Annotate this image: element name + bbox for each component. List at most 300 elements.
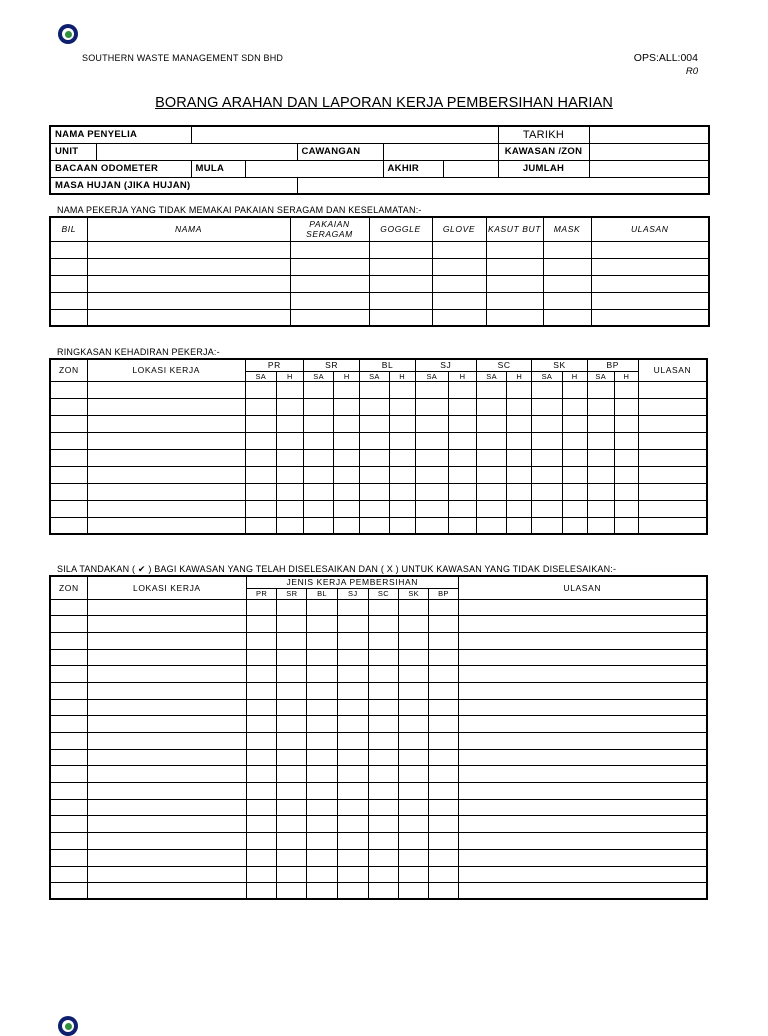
table-cell[interactable] [614,415,638,432]
table-cell[interactable] [276,415,303,432]
table-cell[interactable] [389,483,415,500]
table-cell[interactable] [562,449,587,466]
table-cell[interactable] [399,632,429,649]
table-cell[interactable] [458,716,707,733]
table-cell[interactable] [50,733,87,750]
table-cell[interactable] [50,599,87,616]
table-cell[interactable] [50,699,87,716]
table-cell[interactable] [389,466,415,483]
table-cell[interactable] [429,699,458,716]
table-cell[interactable] [307,799,337,816]
table-cell[interactable] [369,241,432,258]
table-cell[interactable] [87,649,246,666]
table-cell[interactable] [360,398,389,415]
table-cell[interactable] [477,398,507,415]
table-cell[interactable] [334,517,360,534]
table-cell[interactable] [50,783,87,800]
table-cell[interactable] [87,766,246,783]
table-cell[interactable] [477,500,507,517]
table-cell[interactable] [399,682,429,699]
table-cell[interactable] [246,632,276,649]
table-cell[interactable] [87,466,245,483]
table-cell[interactable] [87,258,290,275]
table-cell[interactable] [360,432,389,449]
table-cell[interactable] [543,309,591,326]
table-cell[interactable] [448,449,476,466]
table-cell[interactable] [246,682,276,699]
field-mula[interactable] [245,160,383,177]
table-cell[interactable] [245,415,276,432]
table-cell[interactable] [638,483,707,500]
table-cell[interactable] [307,666,337,683]
table-cell[interactable] [562,483,587,500]
table-cell[interactable] [50,883,87,900]
table-cell[interactable] [638,500,707,517]
table-cell[interactable] [307,866,337,883]
table-cell[interactable] [307,849,337,866]
table-cell[interactable] [290,309,369,326]
table-cell[interactable] [532,449,562,466]
table-cell[interactable] [389,432,415,449]
table-cell[interactable] [337,666,368,683]
table-cell[interactable] [458,699,707,716]
table-cell[interactable] [87,716,246,733]
table-cell[interactable] [587,415,614,432]
table-cell[interactable] [245,483,276,500]
table-cell[interactable] [368,749,398,766]
table-cell[interactable] [87,292,290,309]
table-cell[interactable] [587,432,614,449]
table-cell[interactable] [290,241,369,258]
table-cell[interactable] [399,816,429,833]
table-cell[interactable] [532,432,562,449]
table-cell[interactable] [458,799,707,816]
table-cell[interactable] [591,275,709,292]
table-cell[interactable] [429,599,458,616]
table-cell[interactable] [246,616,276,633]
table-cell[interactable] [50,517,87,534]
table-cell[interactable] [277,883,307,900]
table-cell[interactable] [389,398,415,415]
table-cell[interactable] [87,500,245,517]
table-cell[interactable] [87,682,246,699]
table-cell[interactable] [277,599,307,616]
table-cell[interactable] [307,816,337,833]
table-cell[interactable] [368,733,398,750]
table-cell[interactable] [307,699,337,716]
table-cell[interactable] [429,649,458,666]
table-cell[interactable] [334,449,360,466]
table-cell[interactable] [277,666,307,683]
table-cell[interactable] [429,666,458,683]
table-cell[interactable] [429,749,458,766]
table-cell[interactable] [458,666,707,683]
table-cell[interactable] [276,483,303,500]
table-cell[interactable] [399,699,429,716]
table-cell[interactable] [87,799,246,816]
table-cell[interactable] [277,733,307,750]
table-cell[interactable] [448,466,476,483]
table-cell[interactable] [369,258,432,275]
table-cell[interactable] [360,483,389,500]
table-cell[interactable] [368,632,398,649]
table-cell[interactable] [50,432,87,449]
table-cell[interactable] [337,632,368,649]
table-cell[interactable] [638,466,707,483]
table-cell[interactable] [532,500,562,517]
table-cell[interactable] [638,415,707,432]
table-cell[interactable] [458,599,707,616]
table-cell[interactable] [477,483,507,500]
table-cell[interactable] [399,766,429,783]
table-cell[interactable] [87,616,246,633]
table-cell[interactable] [290,292,369,309]
table-cell[interactable] [337,866,368,883]
table-cell[interactable] [614,398,638,415]
table-cell[interactable] [277,649,307,666]
table-cell[interactable] [246,733,276,750]
table-cell[interactable] [87,632,246,649]
table-cell[interactable] [477,517,507,534]
table-cell[interactable] [304,483,334,500]
table-cell[interactable] [587,483,614,500]
table-cell[interactable] [614,449,638,466]
table-cell[interactable] [246,716,276,733]
table-cell[interactable] [486,309,543,326]
table-cell[interactable] [638,398,707,415]
table-cell[interactable] [368,799,398,816]
table-cell[interactable] [507,449,532,466]
table-cell[interactable] [368,699,398,716]
table-cell[interactable] [276,500,303,517]
table-cell[interactable] [337,716,368,733]
table-cell[interactable] [337,649,368,666]
table-cell[interactable] [458,749,707,766]
table-cell[interactable] [368,716,398,733]
table-cell[interactable] [477,449,507,466]
table-cell[interactable] [369,309,432,326]
table-cell[interactable] [50,449,87,466]
table-cell[interactable] [50,466,87,483]
field-tarikh[interactable] [589,126,709,143]
table-cell[interactable] [399,749,429,766]
table-cell[interactable] [87,733,246,750]
table-cell[interactable] [415,449,448,466]
table-cell[interactable] [458,682,707,699]
table-cell[interactable] [458,816,707,833]
table-cell[interactable] [429,682,458,699]
table-cell[interactable] [87,517,245,534]
table-cell[interactable] [562,381,587,398]
table-cell[interactable] [246,799,276,816]
table-cell[interactable] [246,666,276,683]
table-cell[interactable] [307,883,337,900]
table-cell[interactable] [50,483,87,500]
table-cell[interactable] [50,398,87,415]
table-cell[interactable] [429,816,458,833]
table-cell[interactable] [562,432,587,449]
table-cell[interactable] [245,466,276,483]
table-cell[interactable] [304,415,334,432]
table-cell[interactable] [532,415,562,432]
table-cell[interactable] [486,241,543,258]
table-cell[interactable] [399,883,429,900]
table-cell[interactable] [246,699,276,716]
table-cell[interactable] [389,500,415,517]
table-cell[interactable] [277,866,307,883]
table-cell[interactable] [277,616,307,633]
table-cell[interactable] [87,483,245,500]
table-cell[interactable] [368,783,398,800]
table-cell[interactable] [486,292,543,309]
table-cell[interactable] [399,649,429,666]
table-cell[interactable] [276,466,303,483]
table-cell[interactable] [50,632,87,649]
table-cell[interactable] [50,799,87,816]
table-cell[interactable] [50,682,87,699]
table-cell[interactable] [543,292,591,309]
table-cell[interactable] [87,309,290,326]
table-cell[interactable] [360,449,389,466]
table-cell[interactable] [415,415,448,432]
table-cell[interactable] [415,466,448,483]
table-cell[interactable] [307,733,337,750]
table-cell[interactable] [477,415,507,432]
table-cell[interactable] [458,616,707,633]
table-cell[interactable] [432,258,486,275]
table-cell[interactable] [432,275,486,292]
table-cell[interactable] [458,833,707,850]
table-cell[interactable] [532,466,562,483]
table-cell[interactable] [429,866,458,883]
table-cell[interactable] [276,381,303,398]
table-cell[interactable] [587,381,614,398]
table-cell[interactable] [415,483,448,500]
table-cell[interactable] [87,866,246,883]
table-cell[interactable] [50,616,87,633]
table-cell[interactable] [304,381,334,398]
table-cell[interactable] [368,682,398,699]
table-cell[interactable] [87,749,246,766]
table-cell[interactable] [87,699,246,716]
table-cell[interactable] [614,483,638,500]
table-cell[interactable] [307,749,337,766]
table-cell[interactable] [458,883,707,900]
table-cell[interactable] [87,883,246,900]
table-cell[interactable] [337,599,368,616]
table-cell[interactable] [307,632,337,649]
table-cell[interactable] [458,649,707,666]
table-cell[interactable] [87,381,245,398]
table-cell[interactable] [304,466,334,483]
table-cell[interactable] [87,241,290,258]
table-cell[interactable] [87,398,245,415]
table-cell[interactable] [369,275,432,292]
table-cell[interactable] [399,733,429,750]
table-cell[interactable] [337,616,368,633]
table-cell[interactable] [304,500,334,517]
table-cell[interactable] [429,883,458,900]
table-cell[interactable] [87,449,245,466]
table-cell[interactable] [429,733,458,750]
table-cell[interactable] [458,783,707,800]
table-cell[interactable] [50,275,87,292]
table-cell[interactable] [543,275,591,292]
table-cell[interactable] [562,466,587,483]
table-cell[interactable] [562,500,587,517]
table-cell[interactable] [368,599,398,616]
table-cell[interactable] [337,833,368,850]
table-cell[interactable] [87,432,245,449]
table-cell[interactable] [307,833,337,850]
table-cell[interactable] [277,716,307,733]
table-cell[interactable] [507,415,532,432]
table-cell[interactable] [50,241,87,258]
table-cell[interactable] [614,466,638,483]
table-cell[interactable] [337,849,368,866]
table-cell[interactable] [304,449,334,466]
table-cell[interactable] [87,816,246,833]
table-cell[interactable] [245,500,276,517]
table-cell[interactable] [587,449,614,466]
field-akhir[interactable] [443,160,498,177]
table-cell[interactable] [368,866,398,883]
table-cell[interactable] [614,432,638,449]
table-cell[interactable] [486,275,543,292]
table-cell[interactable] [50,816,87,833]
table-cell[interactable] [307,783,337,800]
table-cell[interactable] [50,258,87,275]
table-cell[interactable] [507,432,532,449]
table-cell[interactable] [337,699,368,716]
table-cell[interactable] [277,699,307,716]
table-cell[interactable] [337,733,368,750]
table-cell[interactable] [399,849,429,866]
table-cell[interactable] [429,783,458,800]
table-cell[interactable] [562,398,587,415]
table-cell[interactable] [369,292,432,309]
table-cell[interactable] [448,517,476,534]
table-cell[interactable] [415,381,448,398]
table-cell[interactable] [543,241,591,258]
table-cell[interactable] [337,816,368,833]
table-cell[interactable] [334,483,360,500]
table-cell[interactable] [458,632,707,649]
table-cell[interactable] [50,833,87,850]
table-cell[interactable] [368,833,398,850]
table-cell[interactable] [307,599,337,616]
table-cell[interactable] [307,766,337,783]
table-cell[interactable] [50,866,87,883]
table-cell[interactable] [532,483,562,500]
table-cell[interactable] [334,381,360,398]
table-cell[interactable] [334,415,360,432]
table-cell[interactable] [638,449,707,466]
table-cell[interactable] [448,432,476,449]
table-cell[interactable] [360,415,389,432]
table-cell[interactable] [399,783,429,800]
table-cell[interactable] [50,415,87,432]
table-cell[interactable] [337,749,368,766]
table-cell[interactable] [87,666,246,683]
table-cell[interactable] [337,883,368,900]
table-cell[interactable] [246,816,276,833]
table-cell[interactable] [87,833,246,850]
table-cell[interactable] [591,258,709,275]
table-cell[interactable] [50,666,87,683]
table-cell[interactable] [638,381,707,398]
table-cell[interactable] [307,616,337,633]
table-cell[interactable] [87,849,246,866]
table-cell[interactable] [399,666,429,683]
table-cell[interactable] [507,381,532,398]
table-cell[interactable] [50,309,87,326]
table-cell[interactable] [368,883,398,900]
table-cell[interactable] [429,632,458,649]
table-cell[interactable] [245,432,276,449]
table-cell[interactable] [50,849,87,866]
table-cell[interactable] [368,849,398,866]
field-nama-penyelia[interactable] [191,126,498,143]
table-cell[interactable] [448,500,476,517]
table-cell[interactable] [458,733,707,750]
table-cell[interactable] [458,766,707,783]
table-cell[interactable] [246,649,276,666]
table-cell[interactable] [429,766,458,783]
table-cell[interactable] [591,309,709,326]
table-cell[interactable] [458,849,707,866]
table-cell[interactable] [334,500,360,517]
table-cell[interactable] [276,517,303,534]
table-cell[interactable] [246,599,276,616]
table-cell[interactable] [477,466,507,483]
table-cell[interactable] [614,500,638,517]
table-cell[interactable] [429,833,458,850]
table-cell[interactable] [587,500,614,517]
table-cell[interactable] [415,398,448,415]
table-cell[interactable] [368,649,398,666]
table-cell[interactable] [429,849,458,866]
table-cell[interactable] [368,666,398,683]
table-cell[interactable] [389,415,415,432]
table-cell[interactable] [360,466,389,483]
table-cell[interactable] [307,682,337,699]
table-cell[interactable] [277,849,307,866]
table-cell[interactable] [276,449,303,466]
table-cell[interactable] [304,432,334,449]
table-cell[interactable] [87,599,246,616]
table-cell[interactable] [337,766,368,783]
field-cawangan[interactable] [383,143,498,160]
table-cell[interactable] [477,432,507,449]
table-cell[interactable] [432,292,486,309]
table-cell[interactable] [368,616,398,633]
table-cell[interactable] [277,783,307,800]
table-cell[interactable] [334,466,360,483]
table-cell[interactable] [277,799,307,816]
table-cell[interactable] [334,398,360,415]
table-cell[interactable] [307,716,337,733]
table-cell[interactable] [543,258,591,275]
table-cell[interactable] [304,398,334,415]
table-cell[interactable] [486,258,543,275]
table-cell[interactable] [399,616,429,633]
table-cell[interactable] [448,398,476,415]
table-cell[interactable] [337,799,368,816]
table-cell[interactable] [458,866,707,883]
table-cell[interactable] [399,599,429,616]
table-cell[interactable] [614,517,638,534]
